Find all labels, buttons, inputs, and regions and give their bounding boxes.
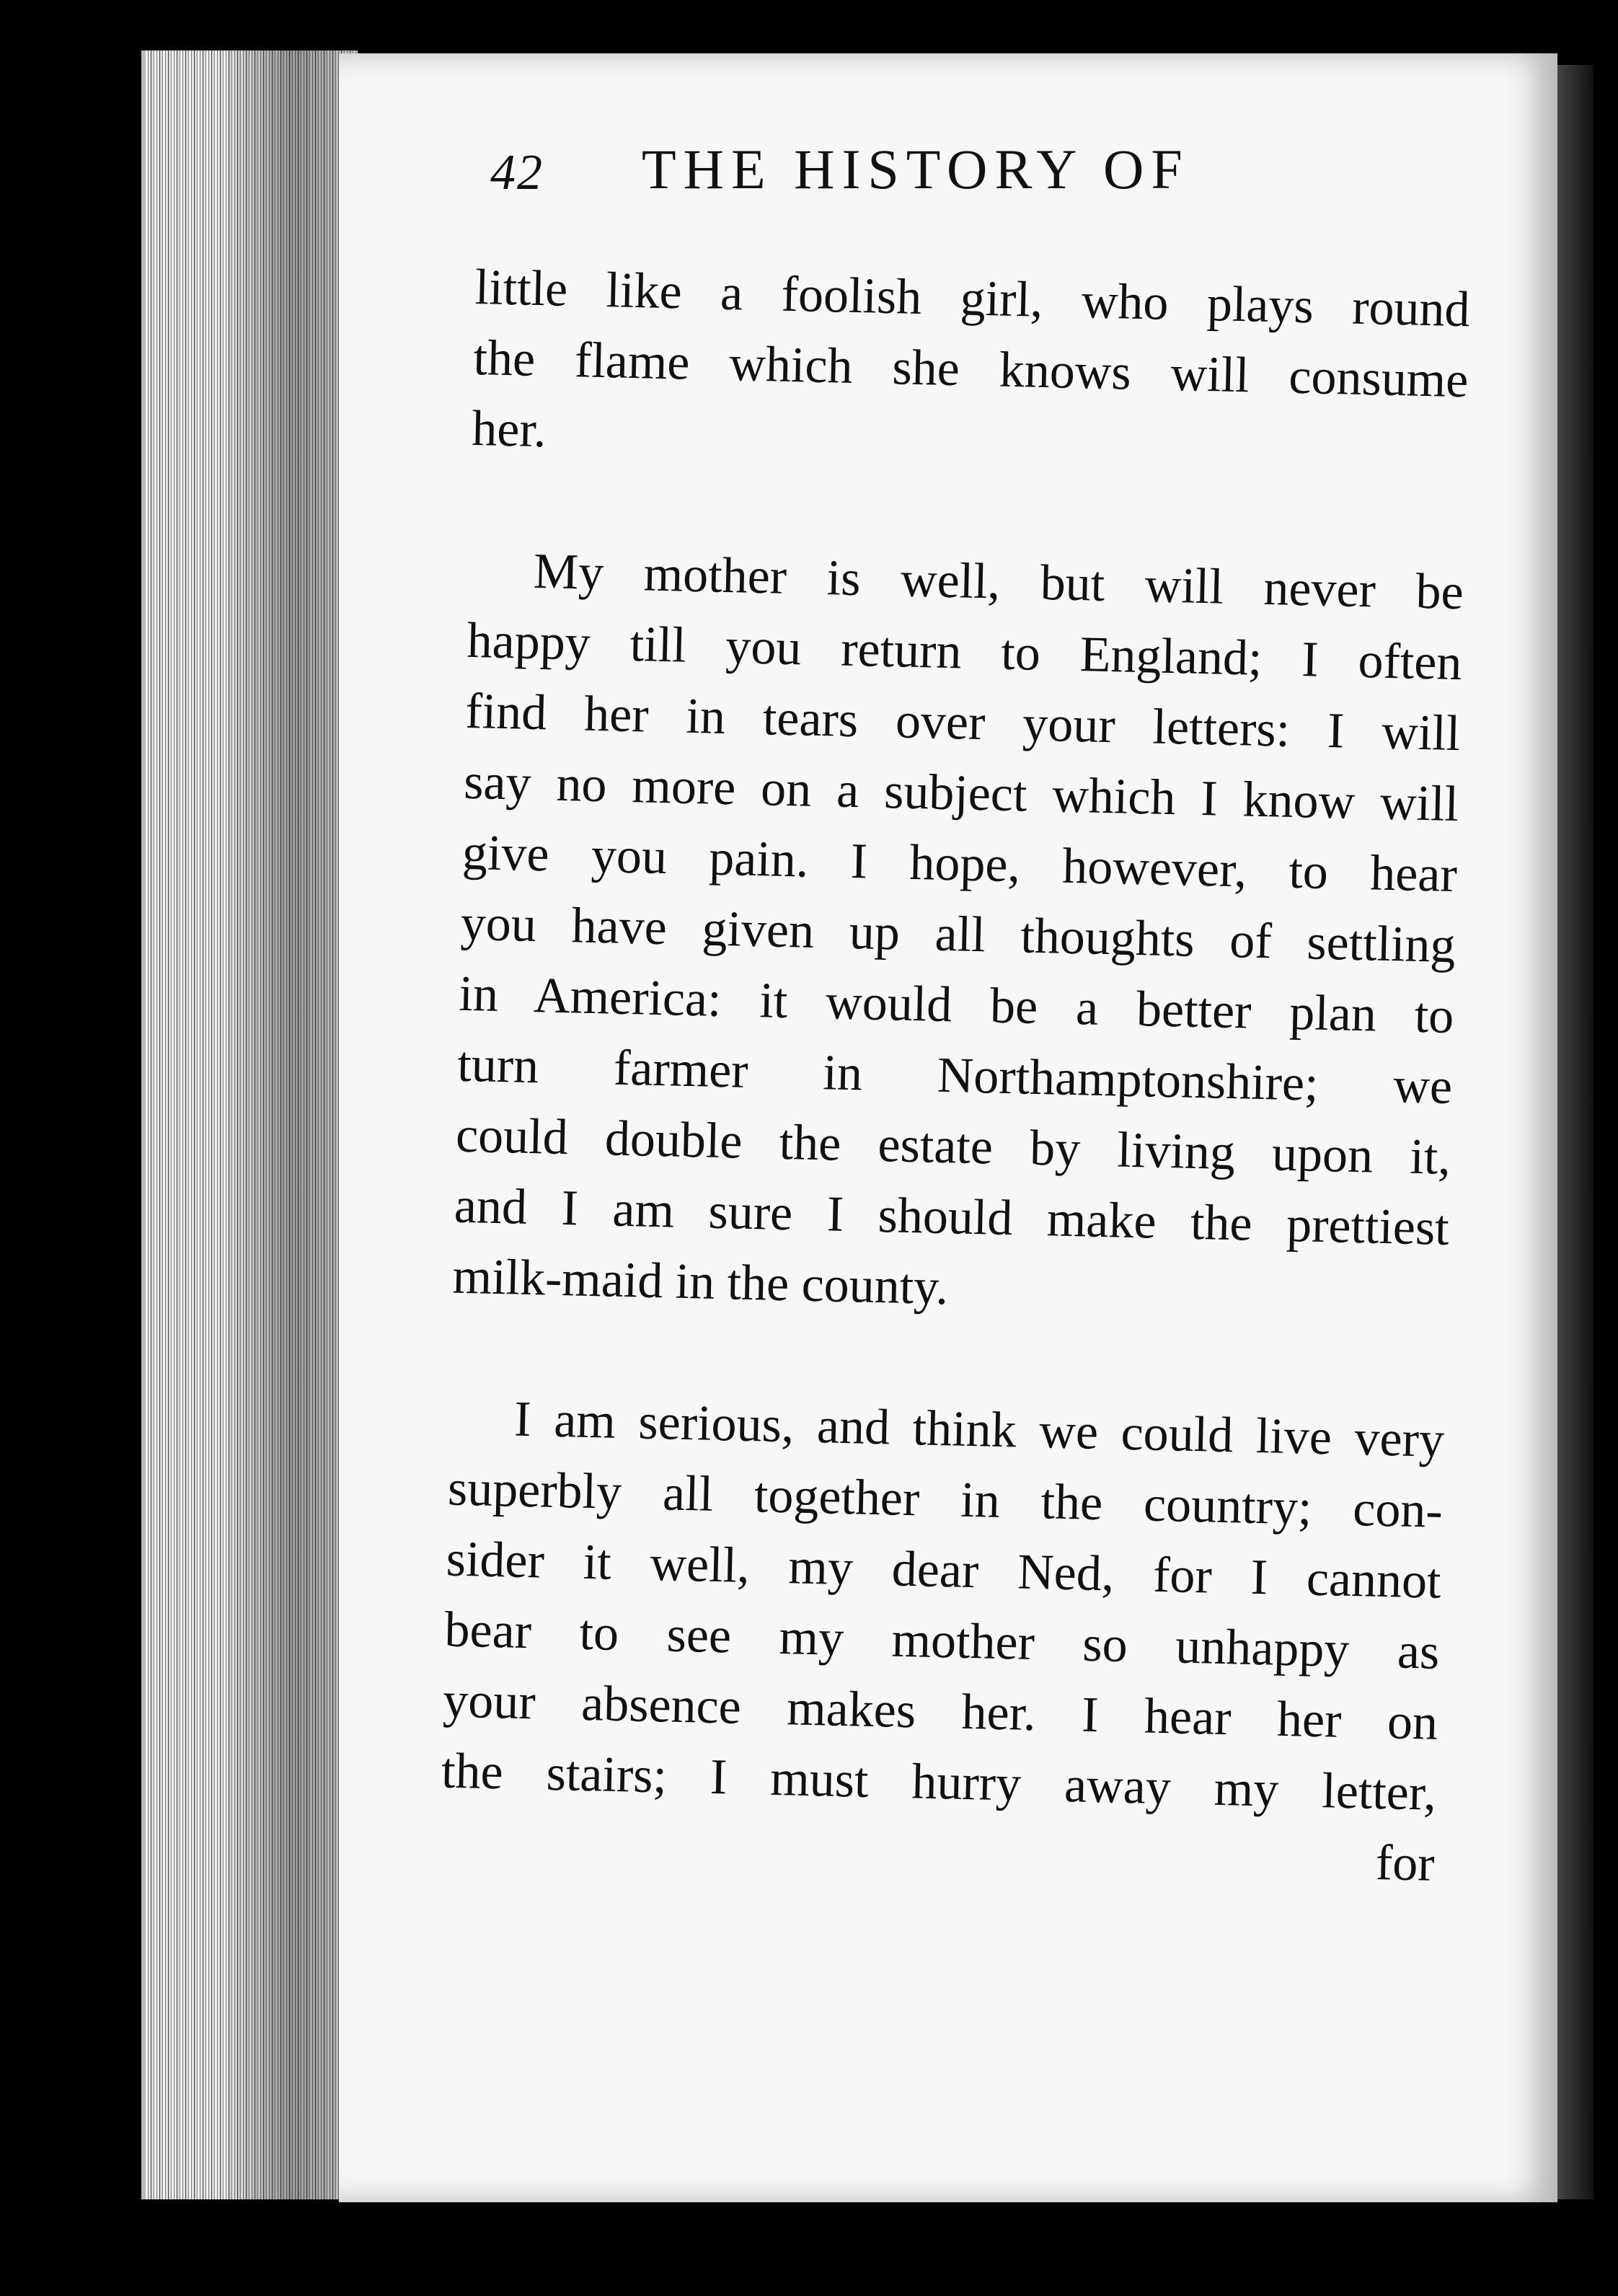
body-text — [439, 252, 1471, 1900]
text-line: sider it well, my dear Ned, for I cannot — [446, 1531, 1442, 1610]
text-line: superbly all together in the country; con- — [447, 1460, 1444, 1539]
page-number: 42 — [490, 145, 544, 200]
page-header — [490, 137, 1392, 216]
text-line: little like a foolish girl, who plays round — [474, 259, 1471, 338]
text-line: in America: it would be a better plan to — [458, 966, 1455, 1045]
catchword: for — [1375, 1834, 1436, 1892]
text-line: I am serious, and think we could live very — [513, 1391, 1445, 1468]
text-line: turn farmer in Northamptonshire; we — [456, 1036, 1453, 1116]
text-line: you have given up all thoughts of settling — [460, 895, 1456, 974]
text-line: happy till you return to England; I often — [466, 612, 1463, 692]
text-line: bear to see my mother so unhappy as — [443, 1602, 1441, 1680]
text-line: could double the estate by living upon it, — [455, 1107, 1451, 1185]
text-line: milk-maid in the county. — [451, 1248, 950, 1316]
text-line: My mother is well, but will never be — [533, 543, 1464, 621]
text-line: say no more on a subject which I know will — [463, 754, 1459, 833]
text-line: her. — [471, 400, 547, 459]
text-line: your absence makes her. I hear her on — [442, 1672, 1438, 1751]
gutter-shadow — [228, 50, 358, 2199]
text-line: find her in tears over your letters: I will — [464, 683, 1462, 762]
text-line: the flame which she knows will consume — [472, 330, 1469, 409]
text-line: and I am sure I should make the prettiest — [454, 1178, 1450, 1256]
page-right-shadow — [1557, 65, 1593, 2199]
text-line: give you pain. I hope, however, to hear — [461, 824, 1458, 904]
running-head: THE HISTORY OF — [642, 138, 1190, 200]
text-line: the stairs; I must hurry away my letter, — [441, 1743, 1437, 1822]
